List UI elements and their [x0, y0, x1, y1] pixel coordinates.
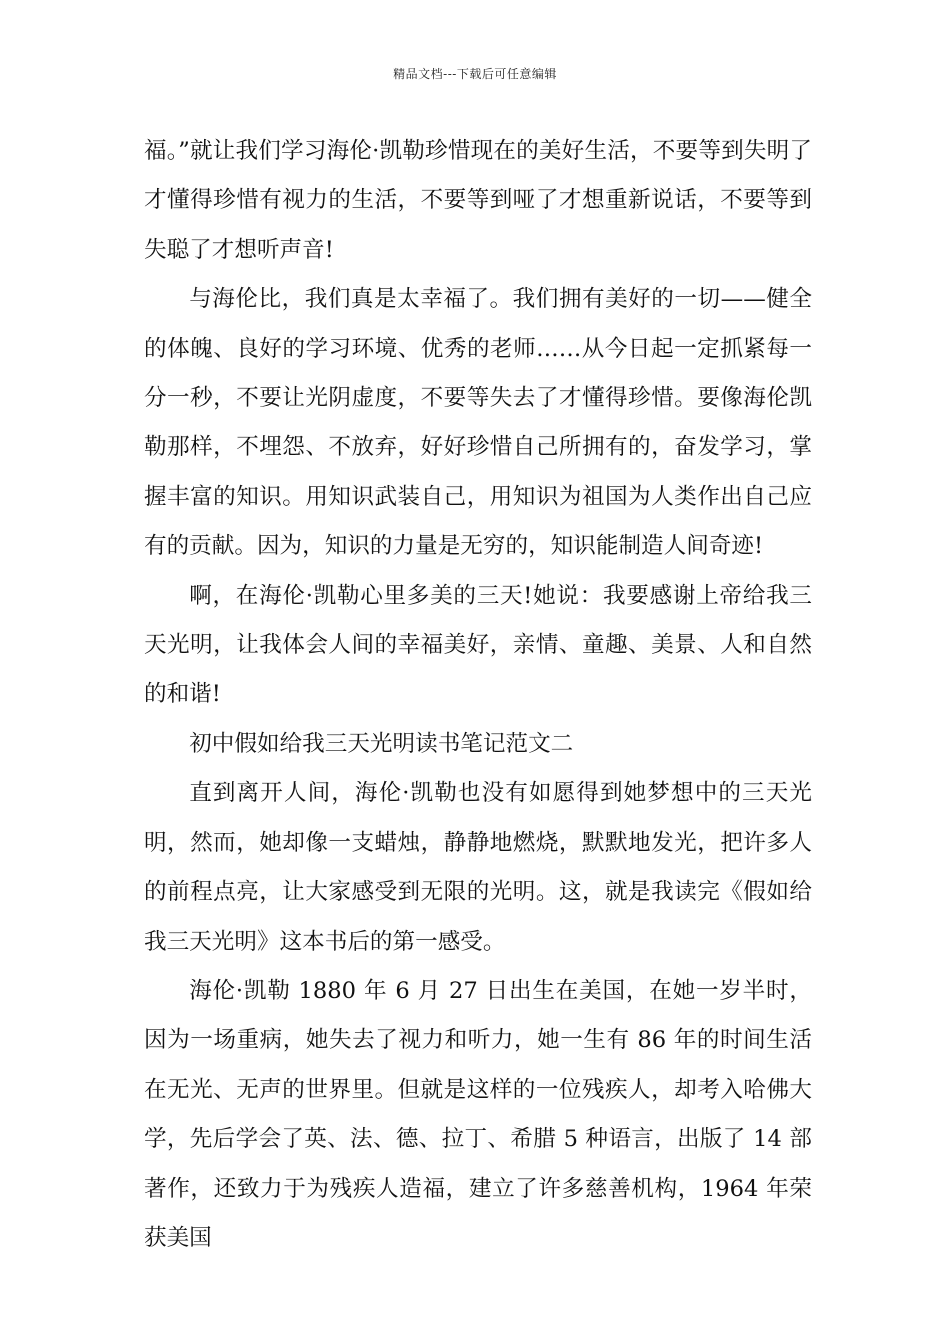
paragraph: 海伦·凯勒 1880 年 6 月 27 日出生在美国，在她一岁半时，因为一场重病，她失去了视力和听力，她一生有 86 年的时间生活在无光、无声的世界里。但就是这样的一位残疾人，却考入哈佛大学，先后学会了英、法、德、拉丁、希腊 5 种语言，出版了 14 部著作，还致力于为残疾人造福，建立了许多慈善机构，1964 年荣获美国 [144, 977, 812, 1251]
document-body [144, 127, 812, 1263]
paragraph-continuation: 福。”就让我们学习海伦·凯勒珍惜现在的美好生活，不要等到失明了才懂得珍惜有视力的生活，不要等到哑了才想重新说话，不要等到失聪了才想听声音! [144, 138, 812, 263]
paragraph: 啊，在海伦·凯勒心里多美的三天!她说：我要感谢上帝给我三天光明，让我体会人间的幸福美好，亲情、童趣、美景、人和自然的和谐! [144, 582, 812, 708]
paragraph: 直到离开人间，海伦·凯勒也没有如愿得到她梦想中的三天光明，然而，她却像一支蜡烛，静静地燃烧，默默地发光，把许多人的前程点亮，让大家感受到无限的光明。这，就是我读完《假如给我三天光明》这本书后的第一感受。 [144, 780, 812, 955]
paragraph: 与海伦比，我们真是太幸福了。我们拥有美好的一切——健全的体魄、良好的学习环境、优秀的老师……从今日起一定抓紧每一分一秒，不要让光阴虚度，不要等失去了才懂得珍惜。要像海伦凯勒那样，不埋怨、不放弃，好好珍惜自己所拥有的，奋发学习，掌握丰富的知识。用知识武装自己，用知识为祖国为人类作出自己应有的贡献。因为，知识的力量是无穷的，知识能制造人间奇迹! [144, 286, 812, 560]
section-heading: 初中假如给我三天光明读书笔记范文二 [189, 730, 574, 757]
page-header: 精品文档---下载后可任意编辑 [393, 67, 557, 81]
